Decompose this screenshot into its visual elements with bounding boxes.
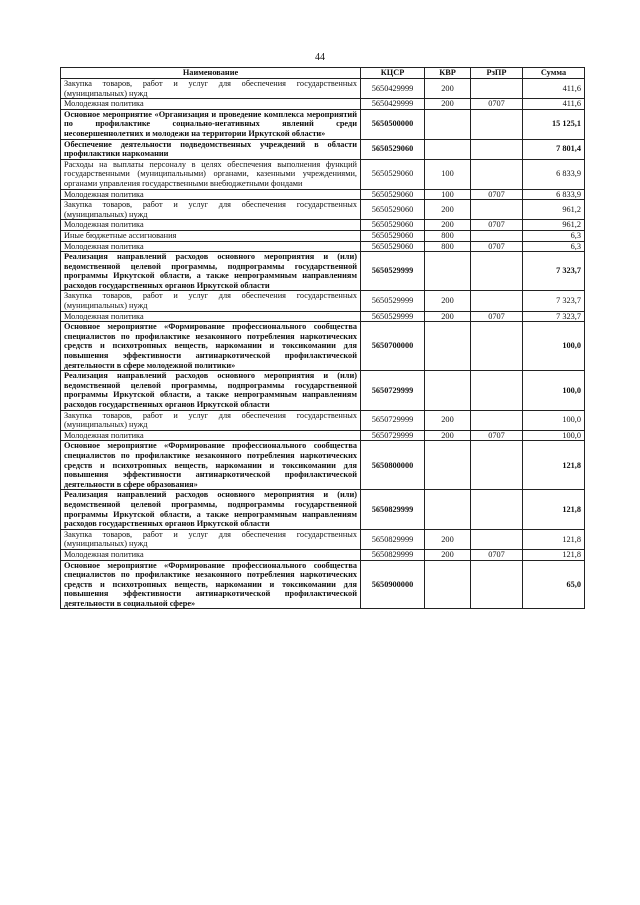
row-kvr-cell xyxy=(425,109,471,139)
row-sum-cell: 6,3 xyxy=(523,230,585,241)
table-body xyxy=(61,79,585,609)
row-rzpr-cell: 0707 xyxy=(471,241,523,252)
row-name-cell: Основное мероприятие «Формирование профессионального сообщества специалистов по профилактике незаконного потребления наркотических средств и психотропных веществ, наркомании и токсикомании для повышения эффективности антинаркотической профилактической деятельности в социальной сфере» xyxy=(61,560,361,609)
table-row xyxy=(61,99,585,110)
row-name-cell: Закупка товаров, работ и услуг для обеспечения государственных (муниципальных) нужд xyxy=(61,79,361,99)
row-sum-cell: 7 323,7 xyxy=(523,252,585,291)
table-row xyxy=(61,311,585,322)
row-rzpr-cell xyxy=(471,560,523,609)
row-rzpr-cell xyxy=(471,371,523,410)
row-kcsr-cell: 5650529060 xyxy=(361,159,425,189)
row-name-cell: Основное мероприятие «Организация и проведение комплекса мероприятий по профилактике социально-негативных явлений среди несовершеннолетних и молодежи на территории Иркутской области» xyxy=(61,109,361,139)
table-row xyxy=(61,139,585,159)
table-row xyxy=(61,79,585,99)
header-name: Наименование xyxy=(61,68,361,79)
table-row xyxy=(61,529,585,549)
row-name-cell: Молодежная политика xyxy=(61,549,361,560)
table-row xyxy=(61,200,585,220)
row-kcsr-cell: 5650429999 xyxy=(361,79,425,99)
row-sum-cell: 6,3 xyxy=(523,241,585,252)
row-rzpr-cell xyxy=(471,291,523,311)
row-kcsr-cell: 5650829999 xyxy=(361,529,425,549)
row-sum-cell: 7 323,7 xyxy=(523,311,585,322)
table-row xyxy=(61,189,585,200)
row-rzpr-cell xyxy=(471,252,523,291)
row-kvr-cell xyxy=(425,322,471,371)
row-kvr-cell: 100 xyxy=(425,159,471,189)
table-row xyxy=(61,252,585,291)
row-name-cell: Иные бюджетные ассигнования xyxy=(61,230,361,241)
row-sum-cell: 100,0 xyxy=(523,410,585,430)
row-kvr-cell: 200 xyxy=(425,549,471,560)
table-row xyxy=(61,549,585,560)
table-row xyxy=(61,159,585,189)
row-name-cell: Основное мероприятие «Формирование профессионального сообщества специалистов по профилактике незаконного потребления наркотических средств и психотропных веществ, наркомании и токсикомании для повышения эффективности антинаркотической профилактической деятельности в сфере образования» xyxy=(61,441,361,490)
row-kcsr-cell: 5650529999 xyxy=(361,252,425,291)
row-name-cell: Закупка товаров, работ и услуг для обеспечения государственных (муниципальных) нужд xyxy=(61,529,361,549)
row-kvr-cell: 100 xyxy=(425,189,471,200)
row-kvr-cell: 200 xyxy=(425,529,471,549)
row-name-cell: Закупка товаров, работ и услуг для обеспечения государственных (муниципальных) нужд xyxy=(61,291,361,311)
row-kvr-cell xyxy=(425,139,471,159)
row-rzpr-cell: 0707 xyxy=(471,311,523,322)
row-rzpr-cell xyxy=(471,109,523,139)
row-rzpr-cell xyxy=(471,79,523,99)
header-sum: Сумма xyxy=(523,68,585,79)
row-kvr-cell: 200 xyxy=(425,79,471,99)
header-row xyxy=(61,68,585,79)
row-kvr-cell xyxy=(425,252,471,291)
row-name-cell: Молодежная политика xyxy=(61,99,361,110)
row-kvr-cell: 200 xyxy=(425,430,471,441)
row-kcsr-cell: 5650529999 xyxy=(361,311,425,322)
table-row xyxy=(61,490,585,529)
row-name-cell: Обеспечение деятельности подведомственных учреждений в области профилактики наркомании xyxy=(61,139,361,159)
row-kcsr-cell: 5650529060 xyxy=(361,220,425,231)
row-name-cell: Реализация направлений расходов основного мероприятия и (или) ведомственной целевой программы, подпрограммы государственной программы Иркутской области, а также непрограммным направлениям расходов государственных органов Иркутской области xyxy=(61,252,361,291)
table-row xyxy=(61,241,585,252)
row-kvr-cell xyxy=(425,490,471,529)
row-kvr-cell xyxy=(425,560,471,609)
table-row xyxy=(61,430,585,441)
row-name-cell: Молодежная политика xyxy=(61,189,361,200)
row-rzpr-cell xyxy=(471,441,523,490)
row-sum-cell: 121,8 xyxy=(523,441,585,490)
row-rzpr-cell: 0707 xyxy=(471,220,523,231)
row-rzpr-cell: 0707 xyxy=(471,189,523,200)
row-name-cell: Молодежная политика xyxy=(61,311,361,322)
row-sum-cell: 100,0 xyxy=(523,430,585,441)
row-sum-cell: 961,2 xyxy=(523,220,585,231)
row-kcsr-cell: 5650829999 xyxy=(361,549,425,560)
row-kcsr-cell: 5650529060 xyxy=(361,139,425,159)
page-number: 44 xyxy=(315,52,325,63)
table-row xyxy=(61,220,585,231)
row-kcsr-cell: 5650529060 xyxy=(361,241,425,252)
row-name-cell: Реализация направлений расходов основного мероприятия и (или) ведомственной целевой программы, подпрограммы государственной программы Иркутской области, а также непрограммным направлениям расходов государственных органов Иркутской области xyxy=(61,371,361,410)
row-sum-cell: 6 833,9 xyxy=(523,189,585,200)
header-kvr: КВР xyxy=(425,68,471,79)
row-rzpr-cell xyxy=(471,529,523,549)
row-sum-cell: 7 801,4 xyxy=(523,139,585,159)
row-kcsr-cell: 5650529999 xyxy=(361,291,425,311)
header-kcsr: КЦСР xyxy=(361,68,425,79)
row-kcsr-cell: 5650729999 xyxy=(361,410,425,430)
budget-table xyxy=(60,67,585,609)
row-kcsr-cell: 5650529060 xyxy=(361,189,425,200)
row-rzpr-cell: 0707 xyxy=(471,430,523,441)
table-row xyxy=(61,291,585,311)
row-name-cell: Молодежная политика xyxy=(61,241,361,252)
table-row xyxy=(61,410,585,430)
row-kcsr-cell: 5650529060 xyxy=(361,200,425,220)
row-rzpr-cell: 0707 xyxy=(471,99,523,110)
row-kvr-cell: 200 xyxy=(425,291,471,311)
row-rzpr-cell xyxy=(471,322,523,371)
row-sum-cell: 961,2 xyxy=(523,200,585,220)
row-sum-cell: 15 125,1 xyxy=(523,109,585,139)
row-rzpr-cell xyxy=(471,230,523,241)
row-sum-cell: 6 833,9 xyxy=(523,159,585,189)
row-sum-cell: 411,6 xyxy=(523,79,585,99)
row-name-cell: Реализация направлений расходов основного мероприятия и (или) ведомственной целевой программы, подпрограммы государственной программы Иркутской области, а также непрограммным направлениям расходов государственных органов Иркутской области xyxy=(61,490,361,529)
row-kvr-cell: 200 xyxy=(425,200,471,220)
row-name-cell: Основное мероприятие «Формирование профессионального сообщества специалистов по профилактике незаконного потребления наркотических средств и психотропных веществ, наркомании и токсикомании для повышения эффективности антинаркотической профилактической деятельности в сфере молодежной политики» xyxy=(61,322,361,371)
row-sum-cell: 100,0 xyxy=(523,322,585,371)
row-name-cell: Расходы на выплаты персоналу в целях обеспечения выполнения функций государственными (муниципальными) органами, казенными учреждениями, органами управления государственными внебюджетными фондами xyxy=(61,159,361,189)
row-rzpr-cell: 0707 xyxy=(471,549,523,560)
row-kcsr-cell: 5650429999 xyxy=(361,99,425,110)
row-kvr-cell xyxy=(425,441,471,490)
row-kvr-cell: 200 xyxy=(425,99,471,110)
row-rzpr-cell xyxy=(471,410,523,430)
row-rzpr-cell xyxy=(471,139,523,159)
row-kcsr-cell: 5650829999 xyxy=(361,490,425,529)
row-kvr-cell: 800 xyxy=(425,241,471,252)
row-kcsr-cell: 5650800000 xyxy=(361,441,425,490)
table-row xyxy=(61,230,585,241)
row-sum-cell: 121,8 xyxy=(523,549,585,560)
row-kcsr-cell: 5650729999 xyxy=(361,371,425,410)
row-kvr-cell: 200 xyxy=(425,220,471,231)
row-name-cell: Закупка товаров, работ и услуг для обеспечения государственных (муниципальных) нужд xyxy=(61,410,361,430)
row-rzpr-cell xyxy=(471,159,523,189)
table-row xyxy=(61,371,585,410)
row-kvr-cell xyxy=(425,371,471,410)
row-kcsr-cell: 5650900000 xyxy=(361,560,425,609)
row-rzpr-cell xyxy=(471,490,523,529)
table-row xyxy=(61,109,585,139)
table-row xyxy=(61,560,585,609)
row-sum-cell: 65,0 xyxy=(523,560,585,609)
row-kvr-cell: 800 xyxy=(425,230,471,241)
row-sum-cell: 100,0 xyxy=(523,371,585,410)
row-name-cell: Закупка товаров, работ и услуг для обеспечения государственных (муниципальных) нужд xyxy=(61,200,361,220)
row-sum-cell: 121,8 xyxy=(523,529,585,549)
row-sum-cell: 411,6 xyxy=(523,99,585,110)
row-kcsr-cell: 5650529060 xyxy=(361,230,425,241)
row-rzpr-cell xyxy=(471,200,523,220)
row-name-cell: Молодежная политика xyxy=(61,430,361,441)
row-kcsr-cell: 5650700000 xyxy=(361,322,425,371)
table-row xyxy=(61,322,585,371)
row-sum-cell: 7 323,7 xyxy=(523,291,585,311)
row-name-cell: Молодежная политика xyxy=(61,220,361,231)
row-kvr-cell: 200 xyxy=(425,311,471,322)
row-kcsr-cell: 5650500000 xyxy=(361,109,425,139)
row-sum-cell: 121,8 xyxy=(523,490,585,529)
table-row xyxy=(61,441,585,490)
header-rzpr: РзПР xyxy=(471,68,523,79)
row-kcsr-cell: 5650729999 xyxy=(361,430,425,441)
row-kvr-cell: 200 xyxy=(425,410,471,430)
